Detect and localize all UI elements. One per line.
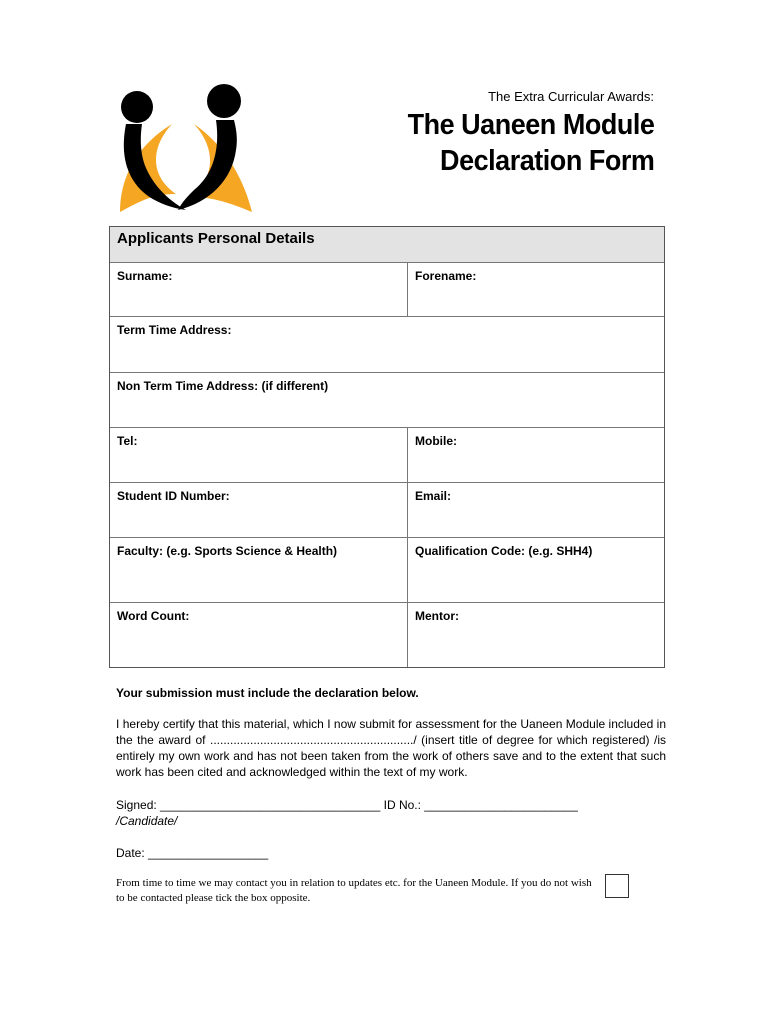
- personal-details-table: [109, 226, 665, 668]
- signature-line[interactable]: Signed: _________________________________ ID No.: _______________________: [116, 798, 578, 812]
- non-term-address-field[interactable]: Non Term Time Address: (if different): [117, 379, 329, 393]
- candidate-label: /Candidate/: [116, 814, 178, 828]
- logo-right-head: [207, 84, 241, 118]
- word-count-field[interactable]: Word Count:: [110, 603, 408, 667]
- faculty-field[interactable]: Faculty: (e.g. Sports Science & Health): [110, 538, 408, 602]
- term-address-field[interactable]: Term Time Address:: [117, 323, 232, 337]
- title-line-2: Declaration Form: [439, 145, 654, 177]
- student-id-field[interactable]: Student ID Number:: [110, 483, 408, 537]
- surname-field[interactable]: Surname:: [110, 263, 408, 316]
- logo-left-head: [121, 91, 153, 123]
- title-line-1: The Uaneen Module: [407, 109, 654, 141]
- email-field[interactable]: Email:: [415, 489, 452, 503]
- page-title: [407, 107, 654, 179]
- forename-field[interactable]: Forename:: [415, 269, 477, 283]
- uaneen-logo: [112, 84, 258, 214]
- mentor-field[interactable]: Mentor:: [415, 609, 459, 623]
- tel-field[interactable]: Tel:: [110, 428, 408, 482]
- phone-row: [110, 428, 664, 483]
- id-email-row: [110, 483, 664, 538]
- declaration-body: I hereby certify that this material, which I now submit for assessment for the Uaneen Module included in the the award of ............................................................./ (insert title of degree for which registered) /is entirely my own work and has not been taken from the work of others save and to the extent that such work has been cited and acknowledged within the text of my work.: [116, 717, 666, 779]
- opt-out-checkbox[interactable]: [605, 874, 629, 898]
- section-title: Applicants Personal Details: [117, 230, 315, 247]
- mobile-field[interactable]: Mobile:: [415, 434, 457, 448]
- faculty-row: [110, 538, 664, 603]
- date-line[interactable]: Date: __________________: [116, 846, 269, 860]
- declaration-heading: Your submission must include the declaration below.: [116, 686, 419, 700]
- section-header-row: [110, 227, 664, 263]
- term-address-row: [110, 317, 664, 373]
- awards-supertitle: The Extra Curricular Awards:: [488, 89, 654, 104]
- contact-note: From time to time we may contact you in relation to updates etc. for the Uaneen Module. If you do not wish to be contacted please tick the box opposite.: [116, 877, 592, 904]
- qualification-code-field[interactable]: Qualification Code: (e.g. SHH4): [415, 544, 593, 558]
- name-row: [110, 263, 664, 317]
- wordcount-mentor-row: [110, 603, 664, 667]
- non-term-address-row: [110, 373, 664, 428]
